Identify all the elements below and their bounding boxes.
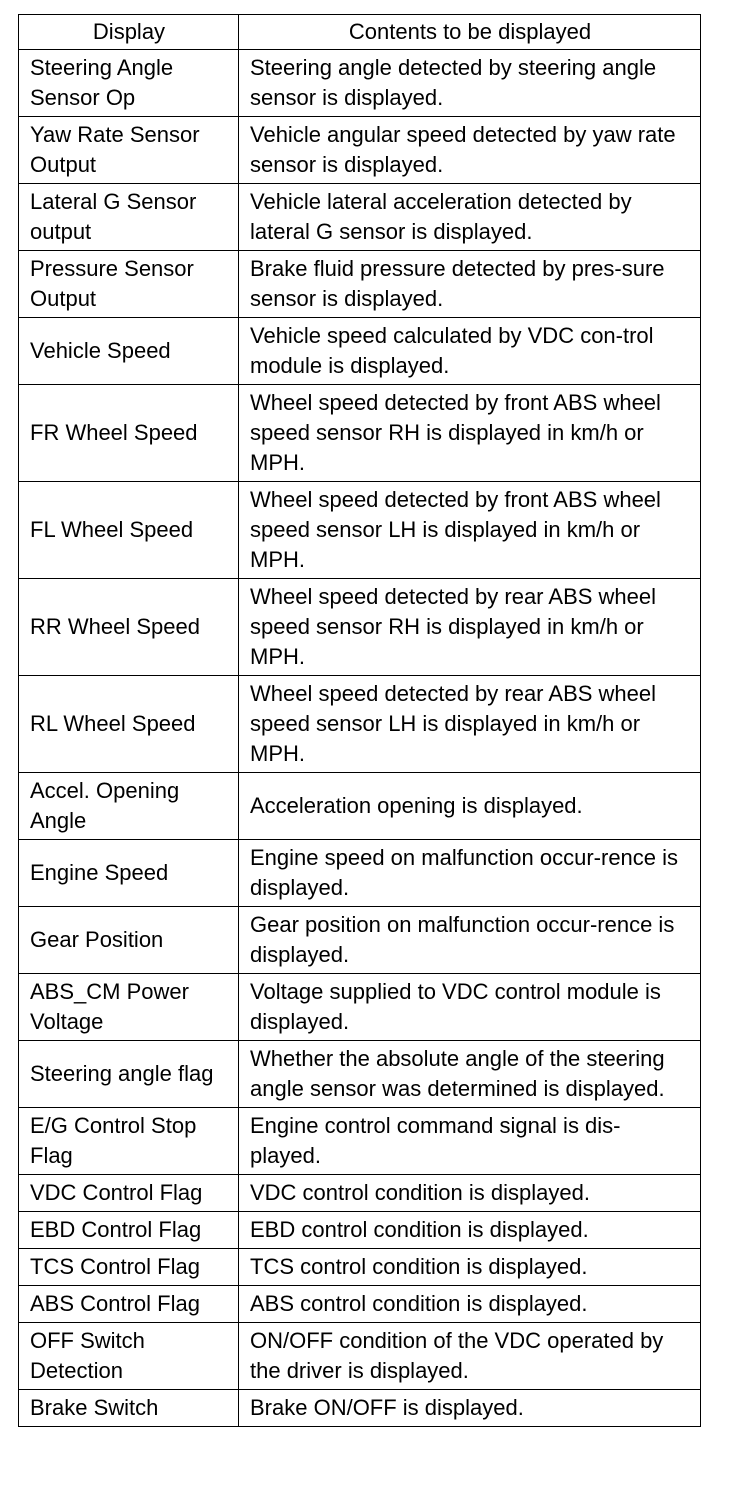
contents-cell: Brake ON/OFF is displayed. (239, 1390, 701, 1427)
table-header-row (19, 15, 701, 50)
table-row (19, 1286, 701, 1323)
contents-cell: Vehicle lateral acceleration detected by lateral G sensor is displayed. (239, 184, 701, 251)
display-cell: Pressure Sensor Output (19, 251, 239, 318)
contents-cell: Acceleration opening is displayed. (239, 773, 701, 840)
table-row (19, 117, 701, 184)
table-row (19, 385, 701, 482)
table-row (19, 251, 701, 318)
table-row (19, 840, 701, 907)
table-row (19, 974, 701, 1041)
contents-cell: EBD control condition is displayed. (239, 1212, 701, 1249)
display-cell: RR Wheel Speed (19, 579, 239, 676)
display-cell: ABS_CM Power Voltage (19, 974, 239, 1041)
contents-cell: Whether the absolute angle of the steering angle sensor was determined is displayed. (239, 1041, 701, 1108)
column-header-display: Display (19, 15, 239, 50)
display-cell: Steering Angle Sensor Op (19, 50, 239, 117)
column-header-contents: Contents to be displayed (239, 15, 701, 50)
table-row (19, 1175, 701, 1212)
table-row (19, 1390, 701, 1427)
display-contents-table (18, 14, 701, 1427)
table-row (19, 676, 701, 773)
table-row (19, 579, 701, 676)
display-cell: Gear Position (19, 907, 239, 974)
contents-cell: VDC control condition is displayed. (239, 1175, 701, 1212)
display-cell: Steering angle flag (19, 1041, 239, 1108)
table-row (19, 482, 701, 579)
table-row (19, 1108, 701, 1175)
table-row (19, 1212, 701, 1249)
display-cell: ABS Control Flag (19, 1286, 239, 1323)
contents-cell: ON/OFF condition of the VDC operated by the driver is displayed. (239, 1323, 701, 1390)
contents-cell: Gear position on malfunction occur-rence is displayed. (239, 907, 701, 974)
contents-cell: Wheel speed detected by rear ABS wheel speed sensor LH is displayed in km/h or MPH. (239, 676, 701, 773)
contents-cell: Engine control command signal is dis-played. (239, 1108, 701, 1175)
contents-cell: ABS control condition is displayed. (239, 1286, 701, 1323)
display-cell: Vehicle Speed (19, 318, 239, 385)
display-cell: E/G Control Stop Flag (19, 1108, 239, 1175)
display-cell: Accel. Opening Angle (19, 773, 239, 840)
table-row (19, 1249, 701, 1286)
contents-cell: Steering angle detected by steering angle sensor is displayed. (239, 50, 701, 117)
display-cell: TCS Control Flag (19, 1249, 239, 1286)
display-cell: Engine Speed (19, 840, 239, 907)
contents-cell: Wheel speed detected by rear ABS wheel speed sensor RH is displayed in km/h or MPH. (239, 579, 701, 676)
table-row (19, 184, 701, 251)
display-cell: Brake Switch (19, 1390, 239, 1427)
contents-cell: Vehicle angular speed detected by yaw rate sensor is displayed. (239, 117, 701, 184)
contents-cell: TCS control condition is displayed. (239, 1249, 701, 1286)
display-cell: FL Wheel Speed (19, 482, 239, 579)
display-cell: FR Wheel Speed (19, 385, 239, 482)
display-cell: OFF Switch Detection (19, 1323, 239, 1390)
display-cell: Yaw Rate Sensor Output (19, 117, 239, 184)
table-row (19, 318, 701, 385)
table-row (19, 1041, 701, 1108)
contents-cell: Voltage supplied to VDC control module is displayed. (239, 974, 701, 1041)
table-row (19, 50, 701, 117)
contents-cell: Engine speed on malfunction occur-rence is displayed. (239, 840, 701, 907)
display-cell: RL Wheel Speed (19, 676, 239, 773)
contents-cell: Vehicle speed calculated by VDC con-trol module is displayed. (239, 318, 701, 385)
table-row (19, 907, 701, 974)
display-cell: EBD Control Flag (19, 1212, 239, 1249)
table-row (19, 773, 701, 840)
contents-cell: Wheel speed detected by front ABS wheel speed sensor LH is displayed in km/h or MPH. (239, 482, 701, 579)
display-cell: Lateral G Sensor output (19, 184, 239, 251)
table-row (19, 1323, 701, 1390)
contents-cell: Brake fluid pressure detected by pres-sure sensor is displayed. (239, 251, 701, 318)
contents-cell: Wheel speed detected by front ABS wheel speed sensor RH is displayed in km/h or MPH. (239, 385, 701, 482)
display-cell: VDC Control Flag (19, 1175, 239, 1212)
table-body (19, 50, 701, 1427)
